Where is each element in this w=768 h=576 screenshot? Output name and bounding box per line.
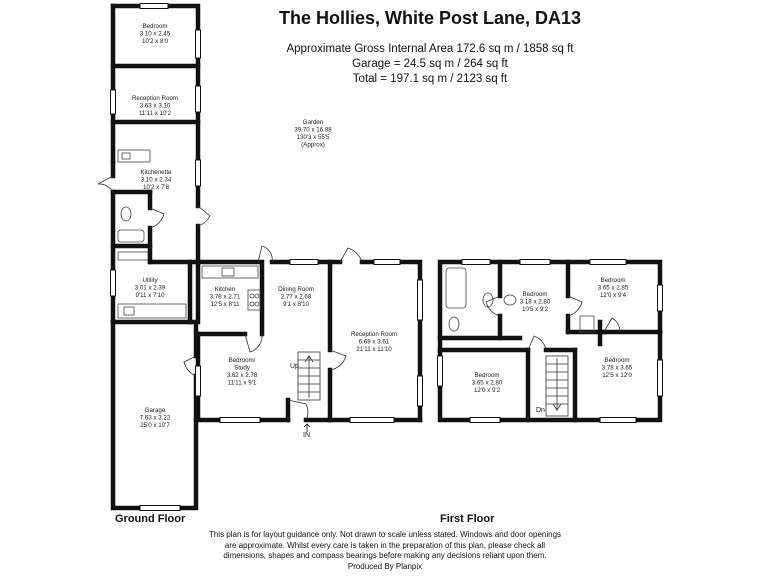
room-name-dining: Dining Room	[278, 286, 314, 293]
walls-ground	[113, 6, 420, 508]
first-floor-label: First Floor	[440, 513, 495, 525]
room-dimension-annex-reception: 11'11 x 10'2	[138, 110, 172, 117]
room-name-reception: Reception Room	[350, 331, 398, 338]
disclaimer	[180, 530, 590, 572]
room-dimension-kitchenette: 3.10 x 2.34	[140, 176, 172, 184]
utility-worktop	[118, 304, 186, 318]
room-dimension-reception: 21'11 x 11'10	[356, 346, 392, 353]
room-dimension-garden: (Approx)	[301, 141, 325, 149]
room-dimension-dining: 9'1 x 8'10	[282, 301, 310, 308]
room-name-fbed2: Bedroom	[600, 277, 626, 284]
producer-credit: Produced By Planpix	[347, 561, 423, 571]
room-dimension-study: 11'11 x 9'1	[227, 379, 257, 387]
room-dimension-fbed2: 12'0 x 9'4	[599, 292, 627, 299]
plan-title: The Hollies, White Post Lane, DA13	[278, 8, 582, 28]
room-name-fbed4: Bedroom	[604, 357, 630, 364]
room-dimension-dining: 2.77 x 2.68	[280, 293, 312, 301]
room-name-garage: Garage	[144, 407, 166, 414]
room-name-utility: Utility	[142, 277, 158, 284]
down-marker: Dn	[536, 407, 545, 414]
room-dimension-fbed2: 3.65 x 2.85	[597, 284, 629, 292]
room-dimension-garden: 130'3 x 55'5	[296, 134, 330, 141]
room-name-garden: Garden	[302, 119, 324, 126]
ground-floor-label: Ground Floor	[115, 513, 186, 525]
room-dimension-garage: 7.63 x 3.22	[139, 414, 171, 422]
room-dimension-fbed1: 10'5 x 9'2	[521, 306, 549, 313]
disclaimer-line: This plan is for layout guidance only. Not drawn to scale unless stated. Windows and door openings	[208, 530, 562, 539]
up-marker: Up	[290, 363, 299, 370]
room-dimension-kitchen: 12'5 x 8'11	[210, 301, 240, 308]
room-dimension-study: 3.62 x 2.78	[226, 372, 258, 379]
room-name-kitchenette: Kitchenette	[140, 169, 172, 176]
disclaimer-line: are approximate. Whilst every care is taken in the preparation of this plan, please check all	[224, 540, 546, 550]
room-dimension-fbed3: 12'0 x 9'2	[473, 387, 501, 394]
room-dimension-study: Study	[234, 364, 250, 372]
room-dimension-fbed3: 3.65 x 2.80	[471, 379, 503, 387]
room-dimension-garden: 39.70 x 16.88	[294, 126, 332, 134]
room-name-annex-bedroom: Bedroom	[142, 23, 168, 30]
first-bath	[446, 268, 466, 308]
room-dimension-fbed4: 3.78 x 3.65	[601, 364, 633, 372]
gross-area: Approximate Gross Internal Area 172.6 sq m / 1858 sq ft	[286, 43, 574, 55]
room-dimension-annex-bedroom: 10'2 x 8'0	[141, 38, 169, 45]
entrance-arrow-icon	[304, 424, 310, 432]
room-name-fbed3: Bedroom	[474, 372, 500, 379]
room-dimension-utility: 9'11 x 7'10	[135, 292, 165, 299]
room-name-fbed1: Bedroom	[522, 291, 548, 298]
disclaimer-line: dimensions, shapes and compass bearings before making any decisions reliant upon them.	[223, 551, 547, 560]
room-dimension-utility: 3.01 x 2.39	[134, 284, 166, 292]
total-area: Total = 197.1 sq m / 2123 sq ft	[352, 73, 508, 85]
room-dimension-kitchenette: 10'2 x 7'8	[142, 184, 170, 191]
room-dimension-annex-bedroom: 3.10 x 2.45	[139, 30, 171, 38]
room-dimension-reception: 6.68 x 3.61	[358, 338, 390, 346]
room-labels	[132, 23, 633, 429]
room-dimension-fbed4: 12'5 x 12'0	[602, 372, 632, 379]
room-dimension-garage: 25'0 x 10'7	[140, 422, 170, 429]
annex-toilet	[121, 207, 131, 221]
room-name-kitchen: Kitchen	[214, 286, 236, 293]
room-name-study: Bedroom/	[228, 357, 256, 364]
room-dimension-kitchen: 3.78 x 2.71	[209, 293, 241, 301]
room-dimension-annex-reception: 3.63 x 3.10	[139, 102, 171, 110]
annex-worktop	[118, 150, 150, 162]
room-name-annex-reception: Reception Room	[131, 95, 179, 102]
windows	[111, 4, 663, 511]
room-dimension-fbed1: 3.18 x 2.80	[519, 298, 551, 306]
annex-bath	[118, 230, 144, 242]
garage-area: Garage = 24.5 sq m / 264 sq ft	[352, 58, 508, 70]
entrance-marker: IN	[303, 432, 310, 439]
